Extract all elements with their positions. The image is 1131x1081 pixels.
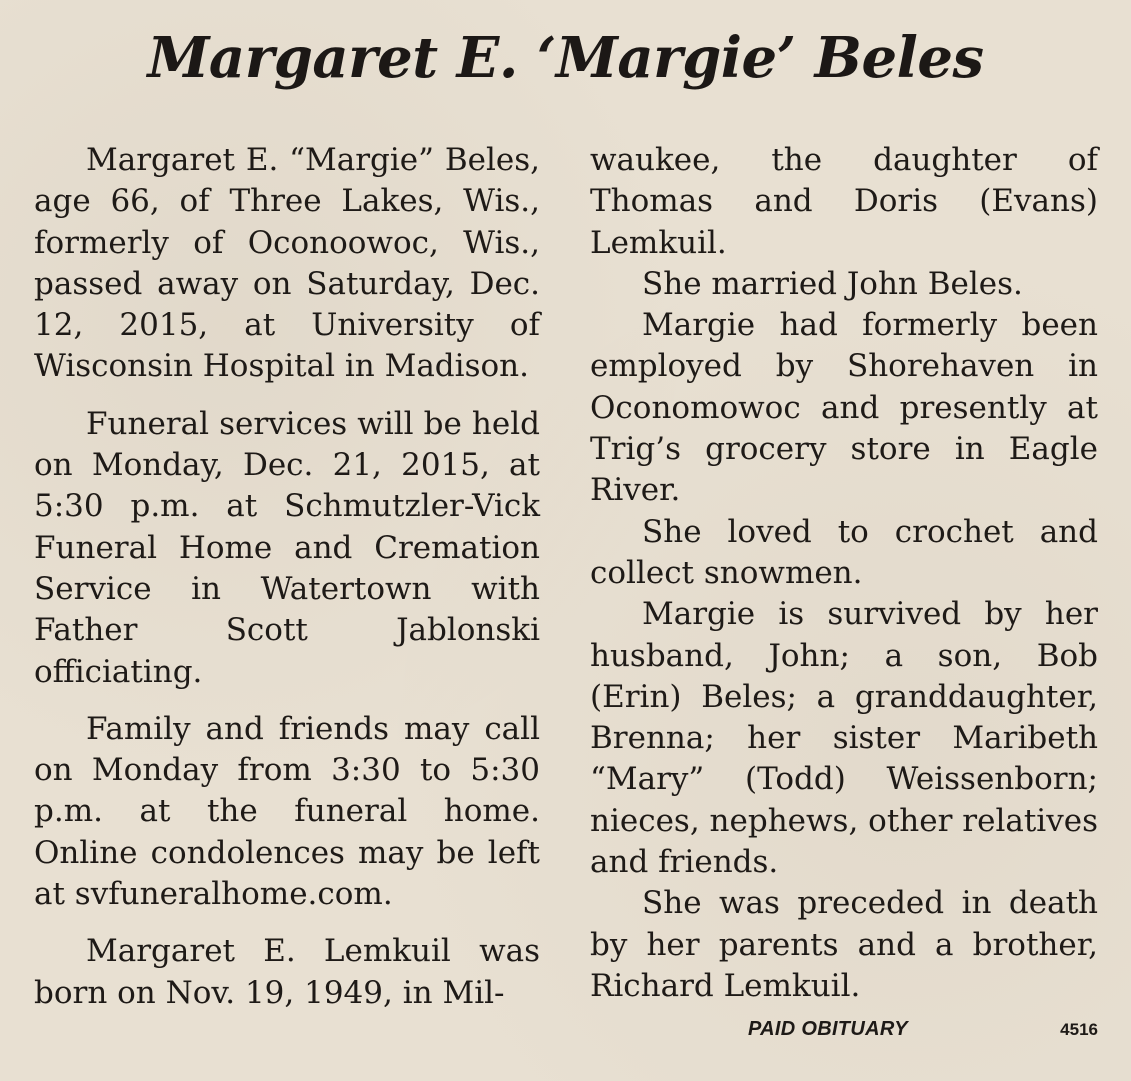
ad-code: 4516 xyxy=(1060,1020,1098,1039)
left-column xyxy=(34,140,540,1014)
paragraph-preceded: She was preceded in death by her parents and a brother, Richard Lemkuil. xyxy=(590,885,1098,1004)
paragraph-death-notice: Margaret E. “Margie” Beles, age 66, of Three Lakes, Wis., formerly of Oconoowoc, Wis., passed away on Saturday, Dec. 12, 2015, at University of Wisconsin Hospital in Madison. xyxy=(34,142,540,385)
paragraph-employment: Margie had formerly been employed by Shorehaven in Oconomowoc and presently at Trig’s grocery store in Eagle River. xyxy=(590,307,1098,509)
paragraph-marriage: She married John Beles. xyxy=(642,265,1023,302)
paragraph-funeral-services: Funeral services will be held on Monday, Dec. 21, 2015, at 5:30 p.m. at Schmutzler-Vick Funeral Home and Cremation Service in Watertown with Father Scott Jablonski officiating. xyxy=(34,405,540,690)
footer-row xyxy=(590,1018,1098,1048)
paragraph-birth-continued: waukee, the daughter of Thomas and Doris (Evans) Lemkuil. xyxy=(590,142,1098,261)
paid-obituary-label: PAID OBITUARY xyxy=(748,1018,908,1040)
paragraph-survivors: Margie is survived by her husband, John; a son, Bob (Erin) Beles; a granddaughter, Brenna; her sister Maribeth “Mary” (Todd) Weissenborn; nieces, nephews, other relatives and friends. xyxy=(590,596,1098,881)
paragraph-hobbies: She loved to crochet and collect snowmen. xyxy=(590,513,1098,591)
paragraph-birth: Margaret E. Lemkuil was born on Nov. 19, 1949, in Mil- xyxy=(34,933,540,1011)
right-column xyxy=(590,140,1098,1007)
paragraph-visitation: Family and friends may call on Monday from 3:30 to 5:30 p.m. at the funeral home. Online condolences may be left at svfuneralhome.com. xyxy=(34,710,540,913)
obituary-headline: Margaret E. ‘Margie’ Beles xyxy=(147,25,984,91)
